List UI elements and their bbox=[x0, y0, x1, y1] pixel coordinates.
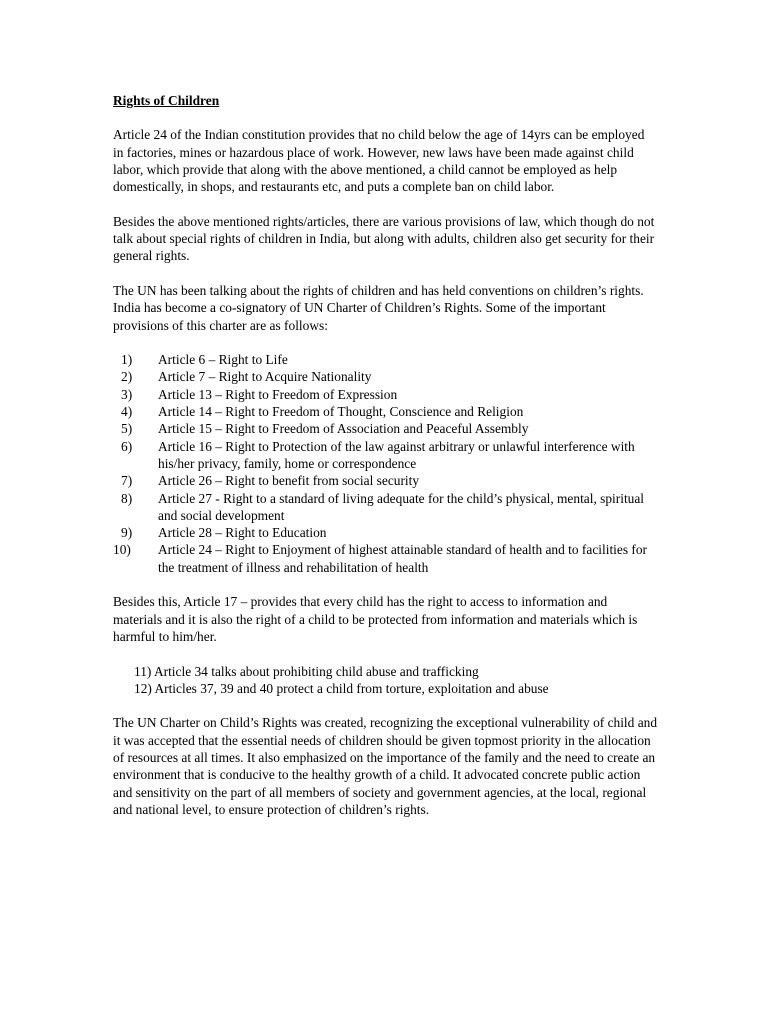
list-item-number: 5) bbox=[121, 421, 133, 437]
list-item bbox=[113, 420, 658, 437]
list-item: 11) Article 34 talks about prohibiting child abuse and trafficking bbox=[134, 663, 479, 679]
list-item-number: 2) bbox=[121, 369, 133, 385]
list-item-text: Article 14 – Right to Freedom of Thought, Conscience and Religion bbox=[158, 404, 524, 420]
list-item-text: Article 7 – Right to Acquire Nationality bbox=[158, 369, 372, 385]
list-item-number: 10) bbox=[113, 542, 131, 558]
list-item-text: Article 26 – Right to benefit from social security bbox=[158, 473, 420, 489]
provisions-list bbox=[113, 351, 658, 576]
document-page bbox=[113, 92, 658, 835]
paragraph-general-rights: Besides the above mentioned rights/articles, there are various provisions of law, which though do not talk about special rights of children in India, but along with adults, children also get security for their general rights. bbox=[113, 213, 655, 264]
list-item-number: 7) bbox=[121, 473, 133, 489]
list-item bbox=[113, 438, 658, 473]
paragraph-un-charter-conclusion: The UN Charter on Child’s Rights was created, recognizing the exceptional vulnerability of child and it was accepted that the essential needs of children should be given topmost priority in the allocation of resources at all times. It also emphasized on the importance of the family and the need to create an environment that is conducive to the healthy growth of a child. It advocated concrete public action and sensitivity on the part of all members of society and government agencies, at the local, regional and national level, to ensure protection of children’s rights. bbox=[113, 715, 658, 817]
list-item bbox=[113, 524, 658, 541]
list-item-number: 1) bbox=[121, 352, 133, 368]
list-item-number: 9) bbox=[121, 525, 133, 541]
paragraph-article-24: Article 24 of the Indian constitution provides that no child below the age of 14yrs can be employed in factories, mines or hazardous place of work. However, new laws have been made against child labor, which provide that along with the above mentioned, a child cannot be employed as help domestically, in shops, and restaurants etc, and puts a complete ban on child labor. bbox=[113, 127, 645, 195]
list-item-text: Article 16 – Right to Protection of the law against arbitrary or unlawful interference with his/her privacy, family, home or correspondence bbox=[158, 438, 635, 471]
list-item-text: Article 6 – Right to Life bbox=[158, 352, 288, 368]
list-item-text: Article 15 – Right to Freedom of Association and Peaceful Assembly bbox=[158, 421, 529, 437]
list-item bbox=[113, 351, 658, 368]
list-item-text: Article 27 - Right to a standard of living adequate for the child’s physical, mental, spiritual and social development bbox=[158, 490, 645, 523]
list-item bbox=[113, 490, 658, 525]
list-item-text: Article 24 – Right to Enjoyment of highest attainable standard of health and to facilities for the treatment of illness and rehabilitation of health bbox=[158, 542, 648, 575]
document-title: Rights of Children bbox=[113, 93, 220, 108]
list-item-text: Article 28 – Right to Education bbox=[158, 525, 327, 541]
list-item: 12) Articles 37, 39 and 40 protect a child from torture, exploitation and abuse bbox=[134, 680, 549, 696]
list-item bbox=[113, 368, 658, 385]
list-item-number: 6) bbox=[121, 438, 133, 454]
list-item bbox=[113, 472, 658, 489]
list-item bbox=[113, 541, 658, 576]
additional-provisions-list bbox=[113, 663, 658, 698]
list-item-number: 3) bbox=[121, 386, 133, 402]
list-item-number: 8) bbox=[121, 490, 133, 506]
paragraph-article-17: Besides this, Article 17 – provides that every child has the right to access to information and materials and it is also the right of a child to be protected from information and materials which is harmful to him/her. bbox=[113, 594, 638, 644]
paragraph-un-charter-intro: The UN has been talking about the rights of children and has held conventions on children’s rights. India has become a co-signatory of UN Charter of Children’s Rights. Some of the important provisions of this charter are as follows: bbox=[113, 282, 644, 333]
list-item bbox=[113, 386, 658, 403]
list-item-number: 4) bbox=[121, 404, 133, 420]
list-item bbox=[113, 403, 658, 420]
list-item-text: Article 13 – Right to Freedom of Expression bbox=[158, 386, 398, 402]
